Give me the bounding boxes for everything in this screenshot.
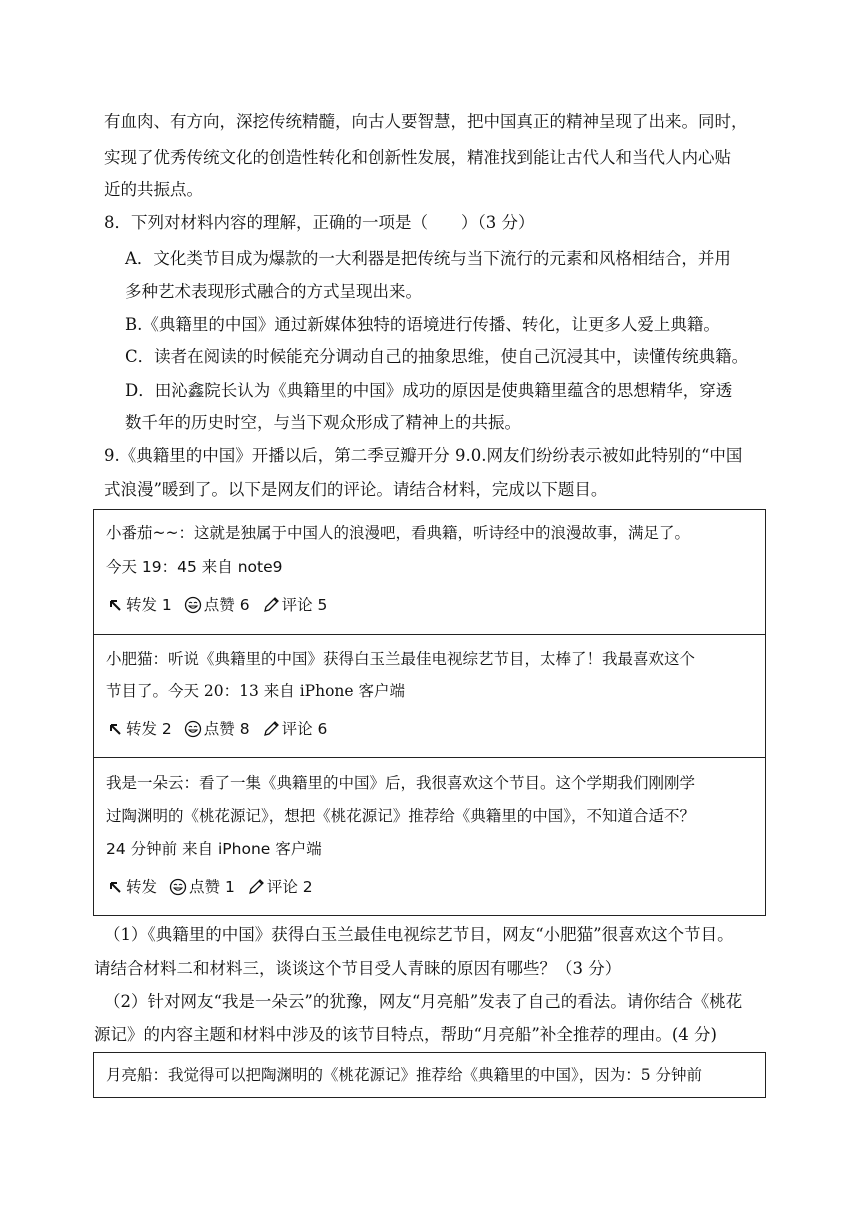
repost-arrow-icon[interactable] xyxy=(106,596,124,614)
q8-option-b: B.《典籍里的中国》通过新媒体独特的语境进行传播、转化，让更多人爱上典籍。 xyxy=(125,315,720,334)
q9-sub1-line1: （1）《典籍里的中国》获得白玉兰最佳电视综艺节目，网友“小肥猫”很喜欢这个节目。 xyxy=(104,925,734,944)
comment-label[interactable]: 评论 5 xyxy=(281,596,328,614)
q8-option-d-line2: 数千年的历史时空，与当下观众形成了精神上的共振。 xyxy=(125,413,521,432)
comment-2-actions xyxy=(106,719,327,739)
comment-2-text-line2: 节目了。今天 20：13 来自 iPhone 客户端 xyxy=(106,682,406,700)
comment-1-text: 小番茄~~：这就是独属于中国人的浪漫吧，看典籍，听诗经中的浪漫故事，满足了。 xyxy=(106,524,690,542)
pencil-icon[interactable] xyxy=(262,720,280,738)
q8-option-d-line1: D．田沁鑫院长认为《典籍里的中国》成功的原因是使典籍里蕴含的思想精华，穿透 xyxy=(125,381,733,400)
repost-arrow-icon[interactable] xyxy=(106,720,124,738)
smile-face-icon[interactable] xyxy=(169,878,187,896)
q9-sub2-line2: 源记》的内容主题和材料中涉及的该节目特点，帮助“月亮船”补全推荐的理由。(4 分) xyxy=(94,1025,717,1044)
q9-stem-line1: 9.《典籍里的中国》开播以后，第二季豆瓣开分 9.0.网友们纷纷表示被如此特别的“中国 xyxy=(104,446,743,465)
comment-3-text-line1: 我是一朵云：看了一集《典籍里的中国》后，我很喜欢这个节目。这个学期我们刚刚学 xyxy=(106,774,696,792)
like-label[interactable]: 点赞 1 xyxy=(189,878,235,896)
q8-option-a-line1: A．文化类节目成为爆款的一大利器是把传统与当下流行的元素和风格相结合，并用 xyxy=(125,249,731,268)
q9-sub2-line1: （2）针对网友“我是一朵云”的犹豫，网友“月亮船”发表了自己的看法。请你结合《桃花 xyxy=(104,992,743,1011)
comment-2-text-line1: 小肥猫：听说《典籍里的中国》获得白玉兰最佳电视综艺节目，太棒了！我最喜欢这个 xyxy=(106,650,696,668)
smile-face-icon[interactable] xyxy=(184,596,202,614)
repost-label[interactable]: 转发 1 xyxy=(126,596,172,614)
comment-label[interactable]: 评论 6 xyxy=(281,720,328,738)
comment-3-meta: 24 分钟前 来自 iPhone 客户端 xyxy=(106,840,322,858)
pencil-icon[interactable] xyxy=(247,878,265,896)
comment-1-actions xyxy=(106,595,327,615)
intro-line-3: 近的共振点。 xyxy=(104,180,203,199)
like-label[interactable]: 点赞 8 xyxy=(203,720,250,738)
comment-1-meta: 今天 19：45 来自 note9 xyxy=(106,558,283,576)
answer-box[interactable] xyxy=(93,1052,766,1098)
comment-label[interactable]: 评论 2 xyxy=(266,878,313,896)
comment-3-actions xyxy=(106,877,313,897)
smile-face-icon[interactable] xyxy=(184,720,202,738)
q8-option-c: C．读者在阅读的时候能充分调动自己的抽象思维，使自己沉浸其中，读懂传统典籍。 xyxy=(125,347,749,366)
intro-line-2: 实现了优秀传统文化的创造性转化和创新性发展，精准找到能让古代人和当代人内心贴 xyxy=(104,148,731,167)
comment-3-text-line2: 过陶渊明的《桃花源记》，想把《桃花源记》推荐给《典籍里的中国》，不知道合适不？ xyxy=(106,807,696,825)
repost-label[interactable]: 转发 2 xyxy=(126,720,172,738)
comment-divider-2 xyxy=(94,757,765,758)
q9-sub1-line2: 请结合材料二和材料三，谈谈这个节目受人青睐的原因有哪些？（3 分） xyxy=(94,959,622,978)
intro-line-1: 有血肉、有方向，深挖传统精髓，向古人要智慧，把中国真正的精神呈现了出来。同时， xyxy=(104,112,748,131)
repost-arrow-icon[interactable] xyxy=(106,878,124,896)
q9-stem-line2: 式浪漫”暖到了。以下是网友们的评论。请结合材料，完成以下题目。 xyxy=(104,480,608,499)
answer-box-text: 月亮船：我觉得可以把陶渊明的《桃花源记》推荐给《典籍里的中国》，因为：5 分钟前 xyxy=(106,1066,703,1084)
like-label[interactable]: 点赞 6 xyxy=(203,596,250,614)
q8-option-a-line2: 多种艺术表现形式融合的方式呈现出来。 xyxy=(125,282,422,301)
comments-box xyxy=(93,509,766,916)
q8-stem: 8．下列对材料内容的理解，正确的一项是（ ）（3 分） xyxy=(104,213,535,232)
repost-label[interactable]: 转发 xyxy=(126,878,158,896)
pencil-icon[interactable] xyxy=(262,596,280,614)
comment-divider-1 xyxy=(94,634,765,635)
